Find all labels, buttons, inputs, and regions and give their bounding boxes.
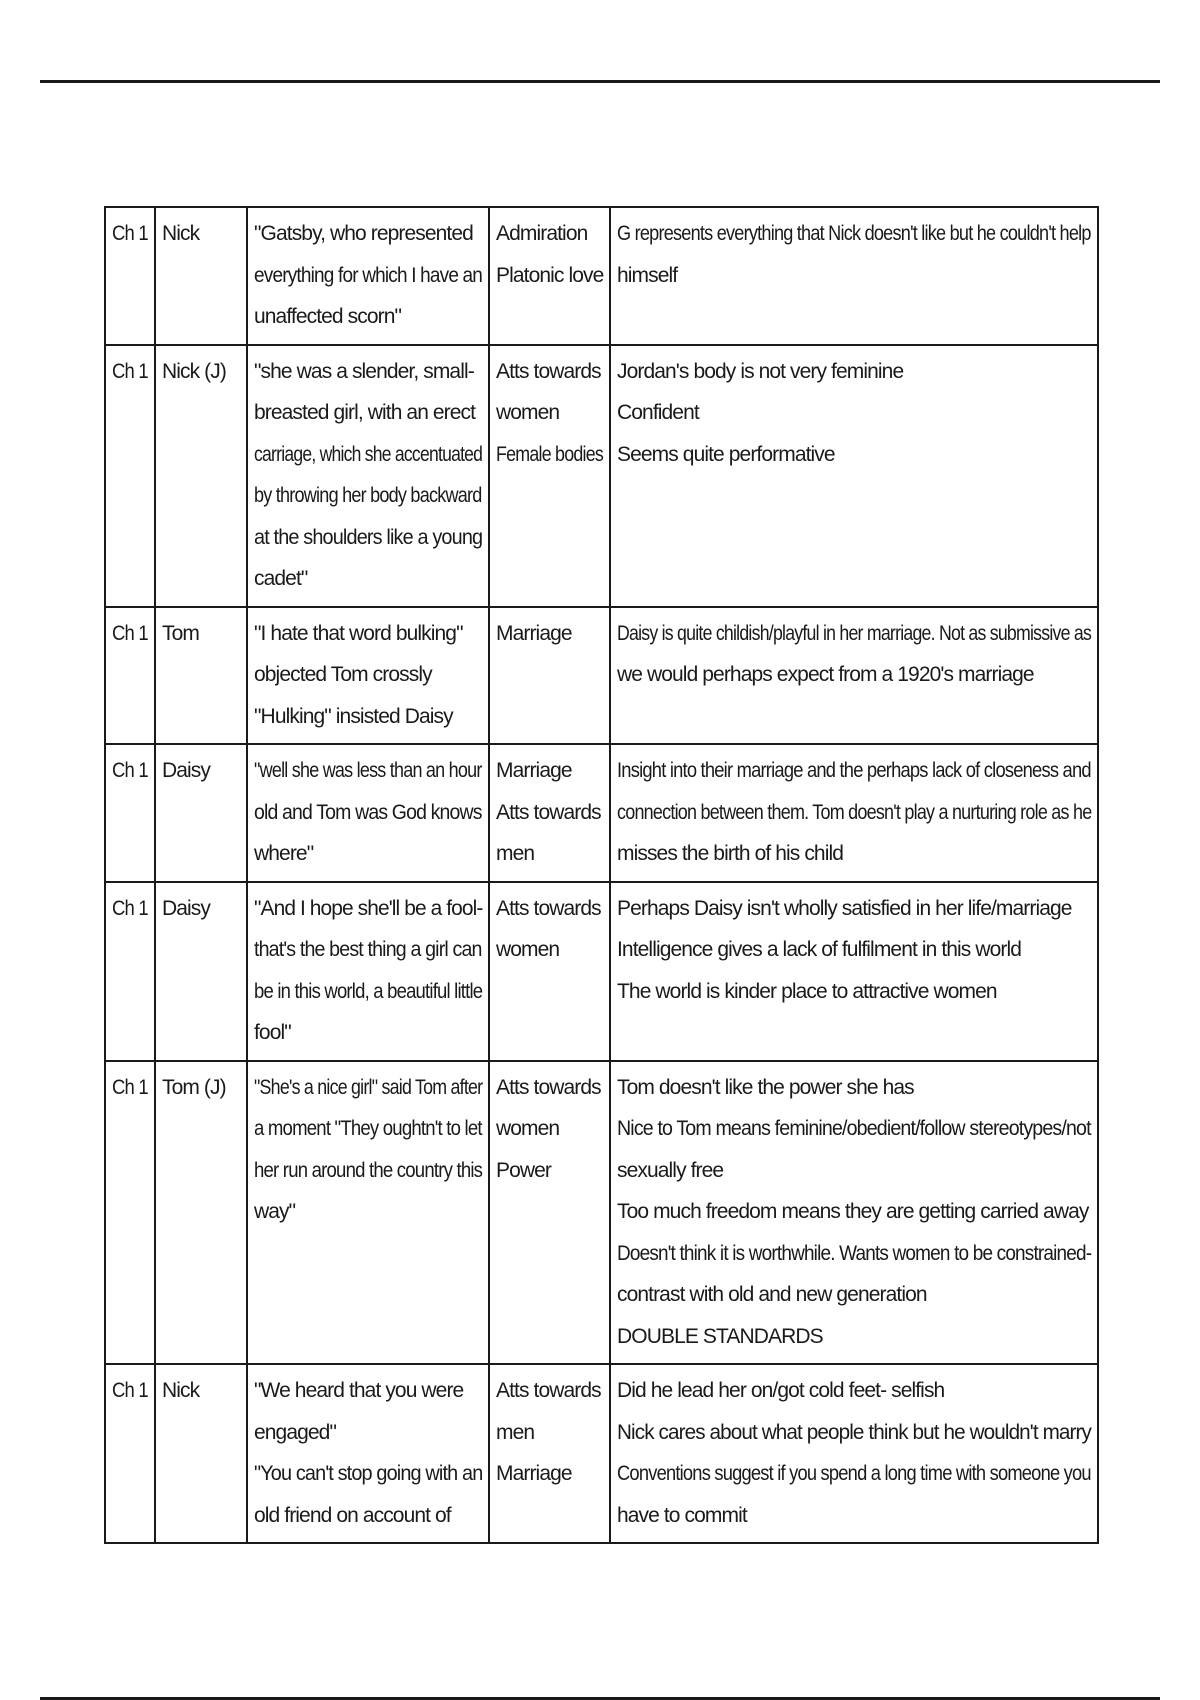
- character-cell: [155, 1061, 247, 1365]
- analysis-line: Nice to Tom means feminine/obedient/follow stereotypes/not: [617, 1117, 1091, 1140]
- quote-line: carriage, which she accentuated: [254, 442, 483, 466]
- quote-cell: [247, 607, 489, 745]
- analysis-cell: [610, 1364, 1098, 1543]
- chapter-text: Ch 1: [112, 359, 148, 383]
- quote-line: "Gatsby, who represented: [254, 222, 473, 245]
- analysis-line: Perhaps Daisy isn't wholly satisfied in her life/marriage: [617, 896, 1072, 920]
- chapter-cell: [105, 882, 155, 1061]
- quote-line: "she was a slender, small-: [254, 359, 474, 383]
- analysis-line: sexually free: [617, 1158, 724, 1182]
- chapter-text: Ch 1: [112, 759, 148, 782]
- analysis-line: DOUBLE STANDARDS: [617, 1324, 823, 1348]
- quote-line: where": [254, 842, 314, 865]
- quote-line: "And I hope she'll be a fool-: [254, 896, 483, 920]
- character-cell: [155, 607, 247, 745]
- chapter-text: Ch 1: [112, 896, 148, 920]
- character-text: Nick: [162, 1379, 200, 1402]
- analysis-cell: [610, 882, 1098, 1061]
- quote-line: old friend on account of: [254, 1503, 451, 1527]
- character-text: Daisy: [162, 759, 211, 782]
- quote-cell: [247, 744, 489, 882]
- quote-line: old and Tom was God knows: [254, 800, 482, 824]
- analysis-line: Conventions suggest if you spend a long time with someone you: [617, 1462, 1091, 1485]
- character-text: Tom: [162, 621, 199, 645]
- chapter-cell: [105, 607, 155, 745]
- chapter-text: Ch 1: [112, 1379, 148, 1402]
- themes-line: women: [496, 1117, 560, 1140]
- themes-line: women: [496, 938, 560, 961]
- analysis-cell: [610, 207, 1098, 345]
- quote-line: objected Tom crossly: [254, 663, 432, 686]
- quote-line: "We heard that you were: [254, 1379, 464, 1402]
- quote-cell: [247, 882, 489, 1061]
- themes-cell: [489, 744, 610, 882]
- themes-line: women: [496, 401, 560, 424]
- analysis-line: connection between them. Tom doesn't play a nurturing role as he: [617, 800, 1092, 824]
- quote-line: cadet": [254, 567, 308, 590]
- quote-line: fool": [254, 1021, 291, 1044]
- quote-line: a moment "They oughtn't to let: [254, 1117, 482, 1140]
- quote-line: engaged": [254, 1420, 337, 1444]
- themes-line: Power: [496, 1158, 552, 1182]
- table-row: [105, 607, 1098, 745]
- analysis-line: Seems quite performative: [617, 442, 835, 466]
- chapter-text: Ch 1: [112, 222, 148, 245]
- quote-line: "well she was less than an hour: [254, 759, 482, 782]
- themes-cell: [489, 1061, 610, 1365]
- quote-line: way": [254, 1200, 296, 1223]
- quote-analysis-table: [104, 206, 1099, 1544]
- analysis-line: Insight into their marriage and the perhaps lack of closeness and: [617, 759, 1091, 782]
- table-row: [105, 1364, 1098, 1543]
- analysis-line: Jordan's body is not very feminine: [617, 359, 904, 383]
- quote-line: breasted girl, with an erect: [254, 401, 476, 424]
- themes-line: Admiration: [496, 222, 588, 245]
- quote-cell: [247, 1061, 489, 1365]
- analysis-line: contrast with old and new generation: [617, 1283, 927, 1306]
- quote-line: "You can't stop going with an: [254, 1462, 483, 1485]
- analysis-cell: [610, 1061, 1098, 1365]
- quote-cell: [247, 345, 489, 607]
- quote-cell: [247, 207, 489, 345]
- themes-line: Platonic love: [496, 263, 604, 287]
- analysis-line: we would perhaps expect from a 1920's marriage: [617, 663, 1034, 686]
- quote-cell: [247, 1364, 489, 1543]
- character-cell: [155, 744, 247, 882]
- chapter-cell: [105, 1364, 155, 1543]
- quote-line: her run around the country this: [254, 1158, 483, 1182]
- character-cell: [155, 345, 247, 607]
- analysis-line: Nick cares about what people think but he wouldn't marry: [617, 1420, 1092, 1444]
- themes-cell: [489, 882, 610, 1061]
- quote-line: "Hulking" insisted Daisy: [254, 704, 453, 728]
- chapter-cell: [105, 1061, 155, 1365]
- analysis-line: have to commit: [617, 1503, 747, 1527]
- header-rule: [40, 80, 1160, 83]
- themes-line: Atts towards: [496, 896, 601, 920]
- character-text: Tom (J): [162, 1075, 226, 1099]
- analysis-line: G represents everything that Nick doesn't like but he couldn't help: [617, 222, 1091, 245]
- analysis-line: Tom doesn't like the power she has: [617, 1075, 914, 1099]
- character-cell: [155, 882, 247, 1061]
- themes-line: Atts towards: [496, 359, 601, 383]
- analysis-line: Intelligence gives a lack of fulfilment in this world: [617, 938, 1022, 961]
- quote-line: unaffected scorn": [254, 305, 402, 328]
- analysis-line: Confident: [617, 401, 699, 424]
- quote-line: "She's a nice girl" said Tom after: [254, 1075, 483, 1099]
- analysis-line: misses the birth of his child: [617, 842, 844, 865]
- quote-line: at the shoulders like a young: [254, 525, 483, 549]
- analysis-line: Did he lead her on/got cold feet- selfish: [617, 1379, 945, 1402]
- chapter-text: Ch 1: [112, 621, 148, 645]
- analysis-line: The world is kinder place to attractive women: [617, 979, 997, 1003]
- themes-line: men: [496, 1420, 535, 1444]
- themes-line: Marriage: [496, 621, 572, 645]
- character-text: Daisy: [162, 896, 211, 920]
- themes-cell: [489, 207, 610, 345]
- character-text: Nick (J): [162, 359, 226, 383]
- themes-cell: [489, 607, 610, 745]
- themes-line: Marriage: [496, 759, 572, 782]
- character-cell: [155, 1364, 247, 1543]
- character-cell: [155, 207, 247, 345]
- analysis-line: Doesn't think it is worthwhile. Wants women to be constrained-: [617, 1241, 1092, 1265]
- chapter-cell: [105, 345, 155, 607]
- chapter-cell: [105, 744, 155, 882]
- analysis-line: himself: [617, 263, 678, 287]
- analysis-cell: [610, 345, 1098, 607]
- table-row: [105, 1061, 1098, 1365]
- table-row: [105, 345, 1098, 607]
- quote-line: "I hate that word bulking": [254, 621, 463, 645]
- chapter-text: Ch 1: [112, 1075, 148, 1099]
- table-body: [105, 207, 1098, 1543]
- analysis-cell: [610, 744, 1098, 882]
- table-row: [105, 882, 1098, 1061]
- analysis-line: Daisy is quite childish/playful in her marriage. Not as submissive as: [617, 621, 1092, 645]
- themes-line: Atts towards: [496, 1075, 601, 1099]
- character-text: Nick: [162, 222, 200, 245]
- themes-line: Atts towards: [496, 800, 601, 824]
- table-row: [105, 207, 1098, 345]
- chapter-cell: [105, 207, 155, 345]
- quote-line: be in this world, a beautiful little: [254, 979, 483, 1003]
- themes-cell: [489, 345, 610, 607]
- analysis-line: Too much freedom means they are getting carried away: [617, 1200, 1089, 1223]
- quote-line: everything for which I have an: [254, 263, 483, 287]
- themes-line: Marriage: [496, 1462, 572, 1485]
- themes-line: Female bodies: [496, 442, 604, 466]
- themes-line: men: [496, 842, 535, 865]
- themes-cell: [489, 1364, 610, 1543]
- table-row: [105, 744, 1098, 882]
- themes-line: Atts towards: [496, 1379, 601, 1402]
- quote-line: by throwing her body backward: [254, 484, 482, 507]
- analysis-cell: [610, 607, 1098, 745]
- quote-line: that's the best thing a girl can: [254, 938, 482, 961]
